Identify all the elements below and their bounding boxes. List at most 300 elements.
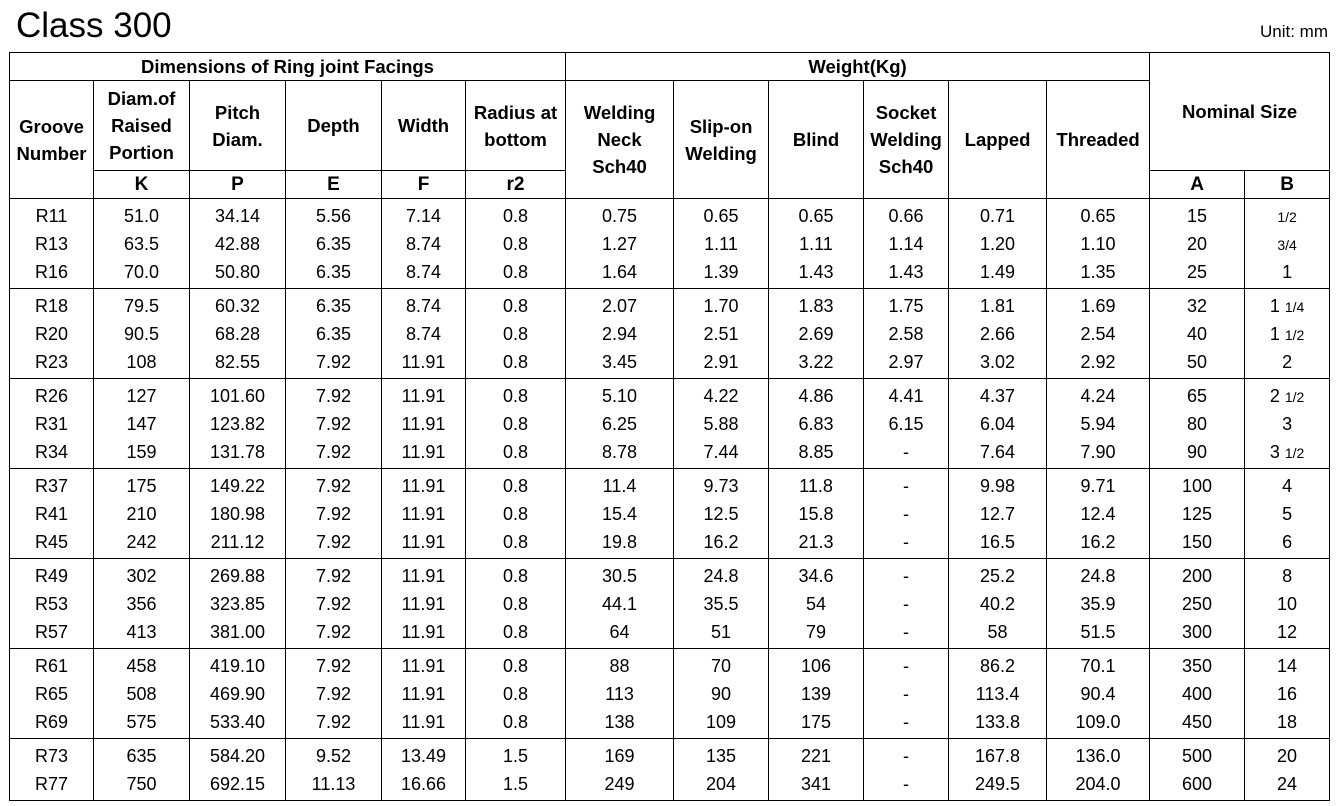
slip-on-value: 109	[706, 712, 737, 732]
socket-welding-value: -	[903, 442, 910, 462]
width-cell	[382, 379, 466, 469]
threaded-value: 2.54	[1080, 324, 1116, 344]
lapped-value: 3.02	[980, 352, 1016, 372]
blind-cell	[769, 739, 864, 801]
blind-value: 0.65	[798, 206, 834, 226]
welding-neck-value: 3.45	[602, 352, 638, 372]
socket-welding-cell	[864, 199, 949, 289]
nominal-b-cell	[1245, 289, 1330, 379]
radius-value: 0.8	[503, 712, 529, 732]
depth-value: 6.35	[315, 296, 352, 316]
groove-number-value: R13	[34, 234, 69, 254]
groove-number-value: R18	[34, 296, 69, 316]
pitch-diam-value: 180.98	[209, 504, 266, 524]
width-value: 11.91	[401, 414, 446, 434]
radius-value: 0.8	[503, 684, 529, 704]
radius-value: 0.8	[503, 414, 529, 434]
blind-cell	[769, 379, 864, 469]
groove-number-cell	[10, 559, 94, 649]
radius-value: 0.8	[503, 622, 529, 642]
diam-raised-value: 79.5	[123, 296, 160, 316]
depth-cell	[286, 289, 382, 379]
b-header: B	[1245, 171, 1330, 199]
lapped-cell	[949, 469, 1047, 559]
width-value: 8.74	[405, 234, 442, 254]
nominal-a-value: 32	[1187, 296, 1208, 316]
blind-value: 8.85	[798, 442, 834, 462]
nominal-b-value: 10	[1277, 594, 1298, 614]
lapped-cell	[949, 289, 1047, 379]
welding-neck-value: 1.27	[602, 234, 638, 254]
groove-number-value: R53	[34, 594, 69, 614]
depth-value: 7.92	[315, 712, 352, 732]
lapped-value: 133.8	[975, 712, 1021, 732]
lapped-value: 1.20	[980, 234, 1016, 254]
welding-neck-value: 2.94	[602, 324, 638, 344]
pitch-diam-value: 131.78	[209, 442, 266, 462]
threaded-value: 9.71	[1080, 476, 1116, 496]
nominal-a-value: 600	[1182, 774, 1213, 794]
socket-welding-value: 1.75	[888, 296, 924, 316]
radius-cell	[466, 469, 566, 559]
nominal-b-cell	[1245, 739, 1330, 801]
radius-value: 1.5	[503, 774, 529, 794]
table-body	[10, 199, 1330, 801]
table-row-group	[10, 379, 1330, 469]
nominal-b-value: 1 1/4	[1269, 296, 1305, 316]
blind-value: 341	[801, 774, 832, 794]
welding-neck-cell	[566, 559, 674, 649]
socket-welding-value: -	[903, 594, 910, 614]
nominal-a-value: 200	[1182, 566, 1213, 586]
blind-value: 3.22	[798, 352, 834, 372]
slip-on-value: 51	[711, 622, 732, 642]
slip-on-cell	[674, 199, 769, 289]
welding-neck-value: 8.78	[602, 442, 638, 462]
lapped-value: 0.71	[980, 206, 1016, 226]
slip-on-cell	[674, 649, 769, 739]
welding-neck-header: Welding Neck Sch40	[566, 81, 674, 199]
socket-welding-value: -	[903, 504, 910, 524]
lapped-header: Lapped	[949, 81, 1047, 199]
threaded-value: 24.8	[1080, 566, 1116, 586]
pitch-diam-cell	[190, 649, 286, 739]
r2-header: r2	[466, 171, 566, 199]
radius-header: Radius at bottom	[466, 81, 566, 171]
pitch-diam-value: 50.80	[214, 262, 261, 282]
threaded-header: Threaded	[1047, 81, 1150, 199]
socket-welding-value: 0.66	[888, 206, 924, 226]
threaded-value: 136.0	[1075, 746, 1121, 766]
groove-number-value: R73	[34, 746, 69, 766]
slip-on-value: 5.88	[703, 414, 739, 434]
nominal-a-cell	[1150, 649, 1245, 739]
unit-label: Unit: mm	[1260, 22, 1328, 41]
blind-cell	[769, 469, 864, 559]
nominal-a-value: 90	[1187, 442, 1208, 462]
nominal-b-cell	[1245, 559, 1330, 649]
pitch-diam-value: 82.55	[214, 352, 261, 372]
groove-number-value: R65	[34, 684, 69, 704]
lapped-value: 249.5	[975, 774, 1021, 794]
socket-welding-header: Socket Welding Sch40	[864, 81, 949, 199]
slip-on-value: 135	[706, 746, 737, 766]
depth-cell	[286, 739, 382, 801]
diam-raised-cell	[94, 559, 190, 649]
depth-value: 7.92	[315, 532, 352, 552]
slip-on-value: 1.39	[703, 262, 739, 282]
nominal-b-value: 5	[1282, 504, 1293, 524]
nominal-a-cell	[1150, 379, 1245, 469]
table-row-group	[10, 559, 1330, 649]
width-value: 13.49	[400, 746, 447, 766]
diam-raised-cell	[94, 649, 190, 739]
slip-on-value: 1.11	[704, 234, 738, 254]
slip-on-value: 12.5	[703, 504, 739, 524]
groove-number-cell	[10, 379, 94, 469]
table-row-group	[10, 649, 1330, 739]
depth-value: 7.92	[315, 566, 352, 586]
groove-number-value: R49	[34, 566, 69, 586]
depth-value: 7.92	[315, 656, 352, 676]
welding-neck-value: 30.5	[602, 566, 638, 586]
width-value: 11.91	[401, 442, 446, 462]
nominal-a-cell	[1150, 469, 1245, 559]
dimensions-group-header: Dimensions of Ring joint Facings	[10, 53, 566, 81]
threaded-cell	[1047, 379, 1150, 469]
blind-cell	[769, 559, 864, 649]
radius-value: 0.8	[503, 296, 529, 316]
nominal-b-cell	[1245, 379, 1330, 469]
nominal-a-value: 350	[1182, 656, 1213, 676]
welding-neck-value: 64	[609, 622, 630, 642]
width-value: 11.91	[401, 476, 446, 496]
width-value: 8.74	[405, 262, 442, 282]
depth-cell	[286, 559, 382, 649]
radius-value: 0.8	[503, 324, 529, 344]
socket-welding-cell	[864, 379, 949, 469]
socket-welding-value: 4.41	[888, 386, 924, 406]
width-value: 8.74	[405, 296, 442, 316]
threaded-cell	[1047, 289, 1150, 379]
socket-welding-value: -	[903, 656, 910, 676]
depth-cell	[286, 649, 382, 739]
groove-number-value: R16	[34, 262, 69, 282]
slip-on-value: 70	[711, 656, 732, 676]
lapped-value: 40.2	[980, 594, 1016, 614]
diam-raised-cell	[94, 739, 190, 801]
depth-value: 6.35	[315, 324, 352, 344]
width-value: 11.91	[401, 352, 446, 372]
nominal-a-cell	[1150, 289, 1245, 379]
threaded-value: 4.24	[1080, 386, 1116, 406]
slip-on-value: 24.8	[703, 566, 739, 586]
radius-value: 0.8	[503, 386, 529, 406]
threaded-cell	[1047, 559, 1150, 649]
a-header: A	[1150, 171, 1245, 199]
welding-neck-cell	[566, 289, 674, 379]
nominal-b-value: 24	[1277, 774, 1298, 794]
pitch-diam-cell	[190, 289, 286, 379]
nominal-b-cell	[1245, 649, 1330, 739]
blind-value: 106	[801, 656, 832, 676]
diam-raised-value: 458	[126, 656, 157, 676]
welding-neck-value: 5.10	[602, 386, 638, 406]
pitch-diam-value: 269.88	[209, 566, 266, 586]
nominal-b-value: 8	[1282, 566, 1293, 586]
blind-value: 54	[806, 594, 827, 614]
lapped-value: 4.37	[980, 386, 1016, 406]
radius-value: 0.8	[503, 262, 529, 282]
radius-value: 0.8	[503, 352, 529, 372]
pitch-diam-header: Pitch Diam.	[190, 81, 286, 171]
threaded-value: 2.92	[1080, 352, 1116, 372]
lapped-value: 58	[987, 622, 1008, 642]
diam-raised-value: 70.0	[123, 262, 160, 282]
threaded-value: 1.35	[1080, 262, 1116, 282]
groove-number-value: R11	[35, 206, 68, 226]
depth-value: 7.92	[315, 476, 352, 496]
socket-welding-value: 2.97	[888, 352, 924, 372]
nominal-a-value: 125	[1182, 504, 1213, 524]
nominal-b-cell	[1245, 199, 1330, 289]
lapped-cell	[949, 559, 1047, 649]
diam-raised-value: 750	[126, 774, 157, 794]
blind-header: Blind	[769, 81, 864, 199]
depth-cell	[286, 469, 382, 559]
blind-value: 6.83	[798, 414, 834, 434]
threaded-value: 51.5	[1080, 622, 1116, 642]
table-row-group	[10, 739, 1330, 801]
slip-on-cell	[674, 289, 769, 379]
width-value: 11.91	[401, 684, 446, 704]
width-value: 7.14	[405, 206, 442, 226]
nominal-b-value: 14	[1277, 656, 1298, 676]
pitch-diam-value: 419.10	[209, 656, 266, 676]
welding-neck-value: 249	[604, 774, 635, 794]
threaded-value: 12.4	[1080, 504, 1116, 524]
socket-welding-cell	[864, 469, 949, 559]
socket-welding-value: -	[903, 566, 910, 586]
socket-welding-value: 1.43	[888, 262, 924, 282]
threaded-value: 5.94	[1080, 414, 1116, 434]
blind-value: 221	[801, 746, 832, 766]
width-cell	[382, 649, 466, 739]
width-value: 16.66	[400, 774, 447, 794]
groove-number-value: R23	[34, 352, 69, 372]
lapped-value: 86.2	[980, 656, 1016, 676]
depth-cell	[286, 199, 382, 289]
groove-number-cell	[10, 649, 94, 739]
width-cell	[382, 559, 466, 649]
nominal-a-value: 40	[1187, 324, 1208, 344]
nominal-b-value: 2	[1282, 352, 1293, 372]
socket-welding-value: 6.15	[888, 414, 924, 434]
diam-raised-value: 147	[126, 414, 157, 434]
slip-on-value: 1.70	[703, 296, 739, 316]
threaded-value: 109.0	[1075, 712, 1121, 732]
radius-value: 0.8	[503, 234, 529, 254]
e-header: E	[286, 171, 382, 199]
welding-neck-value: 19.8	[602, 532, 638, 552]
lapped-cell	[949, 649, 1047, 739]
radius-value: 0.8	[503, 504, 529, 524]
radius-value: 0.8	[503, 476, 529, 496]
welding-neck-cell	[566, 649, 674, 739]
slip-on-cell	[674, 469, 769, 559]
groove-number-cell	[10, 289, 94, 379]
diam-raised-value: 108	[126, 352, 157, 372]
blind-value: 4.86	[798, 386, 834, 406]
slip-on-value: 16.2	[703, 532, 739, 552]
blind-value: 2.69	[798, 324, 834, 344]
diam-raised-value: 413	[126, 622, 157, 642]
pitch-diam-cell	[190, 199, 286, 289]
nominal-b-value: 18	[1277, 712, 1298, 732]
pitch-diam-value: 692.15	[209, 774, 266, 794]
welding-neck-cell	[566, 469, 674, 559]
socket-welding-value: -	[903, 684, 910, 704]
diam-raised-value: 575	[126, 712, 157, 732]
blind-cell	[769, 649, 864, 739]
diam-raised-value: 159	[126, 442, 157, 462]
f-header: F	[382, 171, 466, 199]
radius-cell	[466, 379, 566, 469]
weight-group-header: Weight(Kg)	[566, 53, 1150, 81]
depth-value: 7.92	[315, 594, 352, 614]
pitch-diam-value: 211.12	[210, 532, 265, 552]
blind-value: 1.83	[798, 296, 834, 316]
nominal-a-value: 50	[1187, 352, 1208, 372]
pitch-diam-value: 323.85	[209, 594, 266, 614]
groove-number-value: R26	[34, 386, 69, 406]
pitch-diam-value: 123.82	[209, 414, 266, 434]
depth-value: 7.92	[315, 414, 352, 434]
radius-value: 0.8	[503, 532, 529, 552]
radius-cell	[466, 559, 566, 649]
welding-neck-value: 15.4	[602, 504, 638, 524]
page-title: Class 300	[16, 6, 172, 45]
diam-raised-value: 635	[126, 746, 157, 766]
socket-welding-value: -	[903, 746, 910, 766]
groove-number-value: R57	[34, 622, 69, 642]
depth-value: 11.13	[311, 774, 356, 794]
diam-raised-value: 210	[126, 504, 157, 524]
radius-value: 0.8	[503, 206, 529, 226]
depth-value: 7.92	[315, 622, 352, 642]
lapped-cell	[949, 199, 1047, 289]
diam-raised-value: 302	[126, 566, 157, 586]
diam-raised-value: 175	[126, 476, 157, 496]
groove-number-value: R69	[34, 712, 69, 732]
depth-value: 5.56	[315, 206, 352, 226]
radius-cell	[466, 649, 566, 739]
threaded-value: 70.1	[1080, 656, 1116, 676]
depth-value: 6.35	[315, 262, 352, 282]
nominal-b-value: 3 1/2	[1269, 442, 1305, 462]
blind-value: 11.8	[799, 476, 833, 496]
nominal-b-value: 12	[1277, 622, 1298, 642]
socket-welding-cell	[864, 649, 949, 739]
pitch-diam-cell	[190, 379, 286, 469]
diam-raised-value: 127	[126, 386, 157, 406]
socket-welding-value: -	[903, 622, 910, 642]
nominal-b-value: 20	[1277, 746, 1298, 766]
depth-value: 7.92	[315, 504, 352, 524]
blind-value: 34.6	[798, 566, 834, 586]
width-cell	[382, 739, 466, 801]
depth-value: 7.92	[315, 684, 352, 704]
radius-value: 0.8	[503, 442, 529, 462]
threaded-value: 7.90	[1080, 442, 1116, 462]
slip-on-value: 4.22	[703, 386, 739, 406]
diam-raised-cell	[94, 199, 190, 289]
pitch-diam-cell	[190, 469, 286, 559]
threaded-value: 35.9	[1080, 594, 1116, 614]
nominal-b-cell	[1245, 469, 1330, 559]
groove-number-cell	[10, 469, 94, 559]
socket-welding-value: -	[903, 712, 910, 732]
threaded-cell	[1047, 469, 1150, 559]
socket-welding-cell	[864, 289, 949, 379]
depth-header: Depth	[286, 81, 382, 171]
radius-cell	[466, 199, 566, 289]
diam-raised-cell	[94, 469, 190, 559]
pitch-diam-value: 149.22	[209, 476, 266, 496]
slip-on-value: 90	[711, 684, 732, 704]
lapped-value: 6.04	[980, 414, 1016, 434]
threaded-value: 0.65	[1080, 206, 1116, 226]
nominal-b-value: 1 1/2	[1269, 324, 1305, 344]
welding-neck-cell	[566, 379, 674, 469]
lapped-value: 12.7	[980, 504, 1016, 524]
pitch-diam-value: 469.90	[209, 684, 266, 704]
lapped-value: 9.98	[980, 476, 1016, 496]
dimension-table	[9, 52, 1330, 801]
threaded-value: 90.4	[1080, 684, 1116, 704]
radius-cell	[466, 739, 566, 801]
nominal-b-value: 2 1/2	[1269, 386, 1305, 406]
groove-number-cell	[10, 739, 94, 801]
groove-number-value: R34	[34, 442, 69, 462]
width-value: 11.91	[401, 594, 446, 614]
nominal-a-value: 25	[1187, 262, 1208, 282]
socket-welding-value: -	[903, 774, 910, 794]
width-value: 11.91	[401, 386, 446, 406]
groove-number-value: R20	[34, 324, 69, 344]
pitch-diam-value: 584.20	[209, 746, 266, 766]
welding-neck-value: 1.64	[602, 262, 638, 282]
nominal-a-value: 20	[1187, 234, 1208, 254]
diam-raised-header: Diam.of Raised Portion	[94, 81, 190, 171]
nominal-a-value: 65	[1187, 386, 1208, 406]
groove-number-value: R41	[34, 504, 69, 524]
blind-value: 79	[806, 622, 827, 642]
nominal-a-cell	[1150, 559, 1245, 649]
nominal-b-value: 1/2	[1277, 209, 1297, 225]
slip-on-value: 2.91	[703, 352, 739, 372]
width-header: Width	[382, 81, 466, 171]
depth-value: 9.52	[315, 746, 352, 766]
diam-raised-value: 63.5	[123, 234, 160, 254]
socket-welding-cell	[864, 559, 949, 649]
blind-value: 1.43	[798, 262, 834, 282]
diam-raised-cell	[94, 379, 190, 469]
lapped-value: 16.5	[980, 532, 1016, 552]
diam-raised-cell	[94, 289, 190, 379]
welding-neck-value: 169	[604, 746, 635, 766]
welding-neck-value: 2.07	[602, 296, 638, 316]
